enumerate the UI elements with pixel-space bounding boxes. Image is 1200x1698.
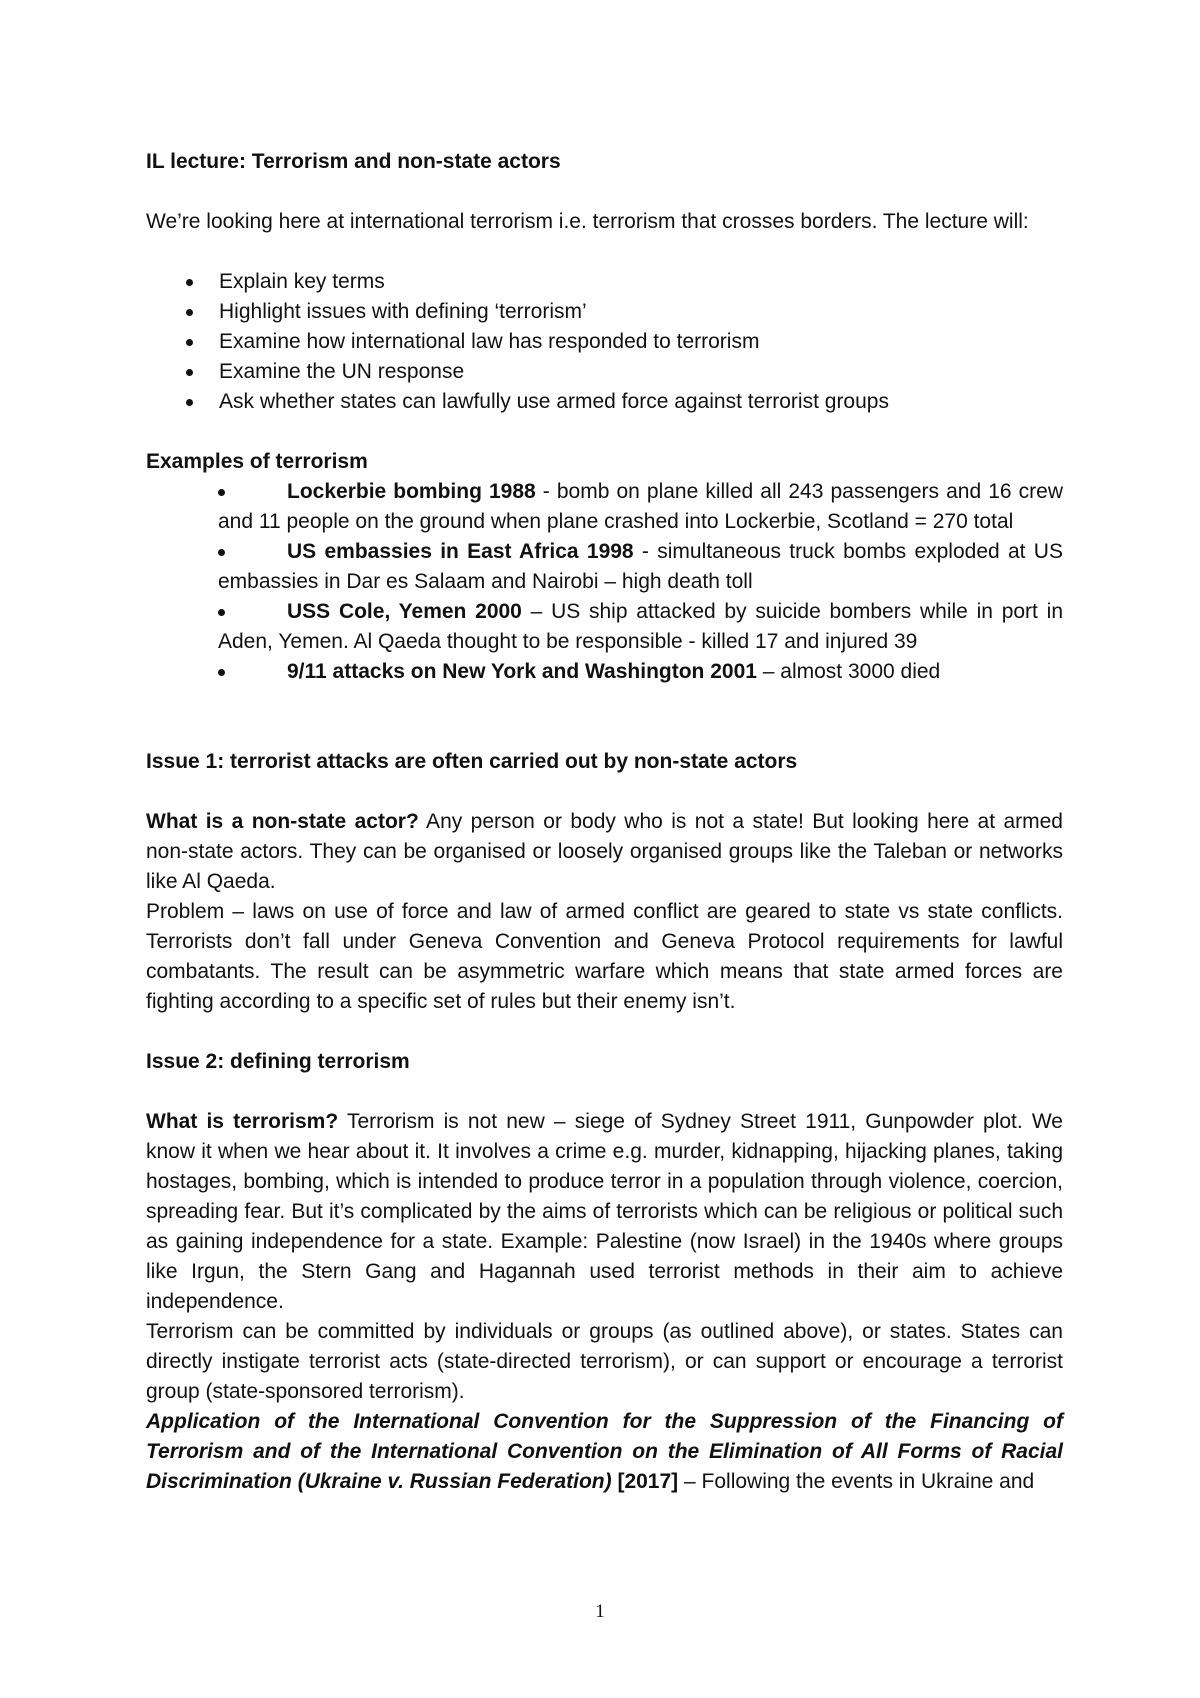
example-label: Lockerbie bombing 1988: [287, 480, 536, 503]
example-text: – almost 3000 died: [756, 660, 941, 683]
example-text: – US ship attacked by suicide bombers while in port in Aden, Yemen. Al Qaeda thought to be responsible - killed 17 and injured 39: [218, 600, 1063, 653]
document-body: [146, 147, 1063, 1497]
bullet-icon: [186, 339, 193, 346]
bullet-icon: [218, 609, 225, 616]
bullet-icon: [218, 669, 225, 676]
case-year: [2017]: [611, 1470, 679, 1493]
case-paragraph: [146, 1407, 1063, 1497]
terrorism-definition-paragraph: [146, 1107, 1063, 1317]
issue-1-heading: Issue 1: terrorist attacks are often carried out by non-state actors: [146, 750, 798, 773]
case-text: – Following the events in Ukraine and: [678, 1470, 1035, 1493]
lecture-outline-list: [146, 267, 1063, 417]
question-label: What is a non-state actor?: [146, 810, 419, 833]
problem-paragraph: Problem – laws on use of force and law of armed conflict are geared to state vs state conflicts. Terrorists don’t fall under Geneva Convention and Geneva Protocol requirements for lawful combatants. The result can be asymmetric warfare which means that state armed forces are fighting according to a specific set of rules but their enemy isn’t.: [146, 900, 1063, 1013]
bullet-icon: [186, 369, 193, 376]
bullet-icon: [186, 309, 193, 316]
bullet-icon: [218, 489, 225, 496]
question-text: Any person or body who is not a state! But looking here at armed non-state actors. They can be organised or loosely organised groups like the Taleban or networks like Al Qaeda.: [146, 810, 1063, 893]
intro-paragraph: We’re looking here at international terrorism i.e. terrorism that crosses borders. The lecture will:: [146, 210, 1029, 233]
bullet-icon: [218, 549, 225, 556]
example-item: [218, 537, 1063, 597]
example-item: [218, 657, 1063, 687]
example-text: - bomb on plane killed all 243 passengers and 16 crew and 11 people on the ground when plane crashed into Lockerbie, Scotland = 270 total: [218, 480, 1063, 533]
list-item: Explain key terms: [146, 267, 1063, 297]
example-label: 9/11 attacks on New York and Washington 2001: [287, 660, 757, 683]
list-item: Ask whether states can lawfully use armed force against terrorist groups: [146, 387, 1063, 417]
example-label: US embassies in East Africa 1998: [287, 540, 634, 563]
page-number: 1: [595, 1601, 605, 1622]
question-label: What is terrorism?: [146, 1110, 339, 1133]
document-title: IL lecture: Terrorism and non-state actors: [146, 150, 561, 173]
list-item: Highlight issues with defining ‘terrorism’: [146, 297, 1063, 327]
example-label: USS Cole, Yemen 2000: [287, 600, 522, 623]
state-terrorism-paragraph: Terrorism can be committed by individuals or groups (as outlined above), or states. States can directly instigate terrorist acts (state-directed terrorism), or can support or encourage a terrorist group (state-sponsored terrorism).: [146, 1320, 1063, 1403]
example-text: - simultaneous truck bombs exploded at US embassies in Dar es Salaam and Nairobi – high death toll: [218, 540, 1063, 593]
issue-2-heading: Issue 2: defining terrorism: [146, 1050, 410, 1073]
example-item: [218, 597, 1063, 657]
case-name: Application of the International Convention for the Suppression of the Financing of Terrorism and of the International Convention on the Elimination of All Forms of Racial Discrimination (Ukraine v. Russian Federation): [146, 1410, 1063, 1493]
list-item: Examine the UN response: [146, 357, 1063, 387]
question-text: Terrorism is not new – siege of Sydney Street 1911, Gunpowder plot. We know it when we hear about it. It involves a crime e.g. murder, kidnapping, hijacking planes, taking hostages, bombing, which is intended to produce terror in a population through violence, coercion, spreading fear. But it’s complicated by the aims of terrorists which can be religious or political such as gaining independence for a state. Example: Palestine (now Israel) in the 1940s where groups like Irgun, the Stern Gang and Hagannah used terrorist methods in their aim to achieve independence.: [146, 1110, 1063, 1313]
bullet-icon: [186, 399, 193, 406]
examples-heading: Examples of terrorism: [146, 450, 368, 473]
examples-list: [146, 477, 1063, 687]
bullet-icon: [186, 279, 193, 286]
example-item: [218, 477, 1063, 537]
list-item: Examine how international law has responded to terrorism: [146, 327, 1063, 357]
non-state-actor-paragraph: [146, 807, 1063, 897]
